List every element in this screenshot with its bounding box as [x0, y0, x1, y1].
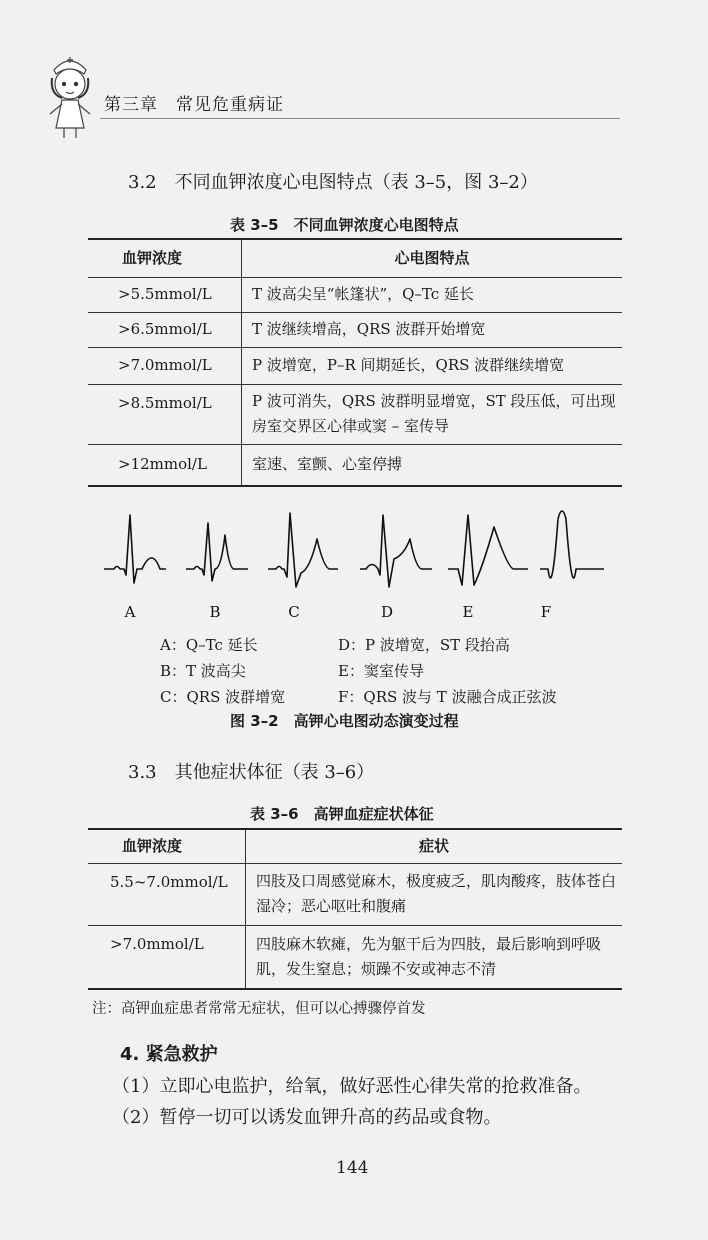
column-header-potassium: 血钾浓度: [88, 239, 242, 277]
table-row: [88, 347, 622, 384]
potassium-level-cell: 5.5~7.0mmol/L: [88, 863, 246, 925]
symptom-cell: 四肢麻木软瘫，先为躯干后为四肢，最后影响到呼吸肌，发生窒息；烦躁不安或神志不清: [246, 925, 623, 989]
table-note: 注：高钾血症患者常常无症状，但可以心搏骤停首发: [92, 1001, 426, 1017]
panel-label-a: A: [124, 603, 136, 621]
figure-3-2-caption: 图 3–2 高钾心电图动态演变过程: [230, 712, 459, 730]
ecg-evolution-figure: [100, 505, 610, 635]
ecg-trace-f: [540, 511, 604, 578]
ecg-feature-cell: P 波增宽，P–R 间期延长，QRS 波群继续增宽: [242, 347, 623, 384]
emergency-care-step-1: （1）立即心电监护，给氧，做好恶性心律失常的抢救准备。: [112, 1076, 592, 1097]
legend-item-b: B：T 波高尖: [160, 662, 246, 680]
potassium-level-cell: >7.0mmol/L: [88, 347, 242, 384]
table-3-5-caption: 表 3–5 不同血钾浓度心电图特点: [230, 216, 459, 234]
page-number: 144: [336, 1158, 369, 1178]
table-3-6-caption: 表 3–6 高钾血症症状体征: [250, 805, 434, 823]
potassium-level-cell: >6.5mmol/L: [88, 312, 242, 347]
legend-item-a: A：Q–Tc 延长: [160, 636, 258, 654]
table-row: [88, 312, 622, 347]
header-divider: [100, 118, 620, 119]
table-header-row: [88, 829, 622, 863]
panel-label-f: F: [540, 603, 552, 621]
table-row: [88, 925, 622, 989]
potassium-level-cell: >5.5mmol/L: [88, 277, 242, 312]
table-3-6: [88, 828, 622, 990]
ecg-trace-c: [268, 513, 338, 587]
ecg-trace-a: [104, 515, 166, 583]
table-header-row: [88, 239, 622, 277]
emergency-care-heading: 4. 紧急救护: [120, 1044, 218, 1065]
ecg-trace-b: [186, 523, 248, 581]
table-row: [88, 384, 622, 444]
column-header-symptoms: 症状: [246, 829, 623, 863]
table-row: [88, 863, 622, 925]
legend-item-e: E：窦室传导: [338, 662, 424, 680]
section-3-2-heading: 3.2 不同血钾浓度心电图特点（表 3–5，图 3–2）: [128, 172, 538, 193]
chapter-title: 第三章 常见危重病证: [104, 95, 284, 115]
column-header-potassium: 血钾浓度: [88, 829, 246, 863]
table-row: [88, 277, 622, 312]
ecg-feature-cell: P 波可消失，QRS 波群明显增宽，ST 段压低，可出现房室交界区心律或窦 – 室传导: [242, 384, 623, 444]
ecg-trace-d: [360, 515, 432, 587]
panel-label-c: C: [288, 603, 300, 621]
potassium-level-cell: >7.0mmol/L: [88, 925, 246, 989]
potassium-level-cell: >12mmol/L: [88, 444, 242, 486]
panel-label-b: B: [209, 603, 221, 621]
table-3-5: [88, 238, 622, 487]
panel-label-e: E: [462, 603, 474, 621]
section-3-3-heading: 3.3 其他症状体征（表 3–6）: [128, 762, 375, 783]
ecg-trace-e: [448, 515, 528, 585]
emergency-care-step-2: （2）暂停一切可以诱发血钾升高的药品或食物。: [112, 1107, 502, 1128]
panel-label-d: D: [380, 603, 394, 621]
column-header-ecg-features: 心电图特点: [242, 239, 623, 277]
ecg-feature-cell: 室速、室颤、心室停搏: [242, 444, 623, 486]
legend-item-c: C：QRS 波群增宽: [160, 688, 286, 706]
nurse-mascot-icon: [40, 48, 100, 140]
potassium-level-cell: >8.5mmol/L: [88, 384, 242, 444]
table-row: [88, 444, 622, 486]
legend-item-d: D：P 波增宽，ST 段抬高: [338, 636, 510, 654]
ecg-feature-cell: T 波高尖呈“帐篷状”，Q–Tc 延长: [242, 277, 623, 312]
ecg-feature-cell: T 波继续增高，QRS 波群开始增宽: [242, 312, 623, 347]
symptom-cell: 四肢及口周感觉麻木，极度疲乏，肌肉酸疼，肢体苍白湿冷；恶心呕吐和腹痛: [246, 863, 623, 925]
legend-item-f: F：QRS 波与 T 波融合成正弦波: [338, 688, 557, 706]
